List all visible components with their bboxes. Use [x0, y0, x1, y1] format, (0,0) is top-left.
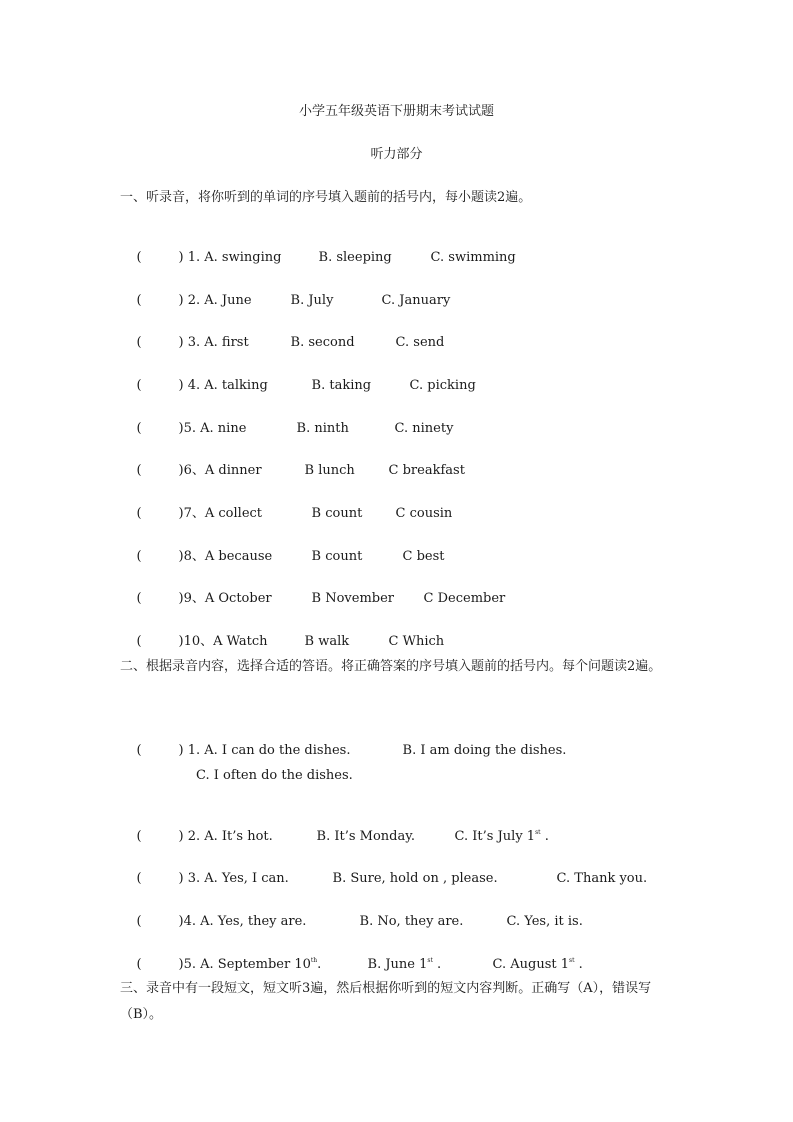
option-b: [368, 956, 493, 974]
answer-bracket: (: [136, 634, 142, 649]
answer-bracket: (: [136, 549, 142, 564]
option-b: B. taking: [311, 378, 372, 393]
option-c: [493, 956, 583, 974]
option-a-end: .: [317, 957, 322, 972]
option-b: B lunch: [304, 463, 355, 478]
option-c: C. swimming: [430, 250, 516, 265]
option-a: ) 3. A. first: [178, 335, 249, 350]
answer-bracket: (: [136, 914, 142, 929]
option-c: C best: [402, 549, 445, 564]
option-c-end: .: [574, 957, 583, 972]
option-c: C. send: [395, 335, 445, 350]
answer-bracket: (: [136, 293, 142, 308]
option-b: B count: [311, 506, 363, 521]
option-c-text: C. August 1: [492, 957, 570, 972]
option-b: B. second: [290, 335, 355, 350]
option-c: C. January: [381, 293, 451, 308]
option-a: )10、A Watch: [178, 634, 268, 649]
option-c: C. Thank you.: [556, 871, 648, 886]
option-a: ) 2. A. June: [178, 293, 252, 308]
option-a: )4. A. Yes, they are.: [178, 914, 307, 929]
answer-bracket: (: [136, 743, 142, 758]
option-b: B. ninth: [296, 421, 349, 436]
option-c: C. ninety: [394, 421, 454, 436]
option-b: B. Sure, hold on , please.: [332, 871, 498, 886]
option-c: [455, 828, 549, 846]
option-a: )9、A October: [178, 591, 272, 606]
option-c: C. I often do the dishes.: [196, 768, 353, 783]
answer-bracket: (: [136, 378, 142, 393]
option-c: C Which: [388, 634, 445, 649]
option-a: ) 1. A. swinging: [178, 250, 282, 265]
option-c-end: .: [540, 829, 549, 844]
answer-bracket: (: [136, 829, 142, 844]
answer-bracket: (: [136, 250, 142, 265]
option-b: B November: [311, 591, 395, 606]
option-b: B. No, they are.: [359, 914, 464, 929]
option-a: )7、A collect: [178, 506, 263, 521]
option-c-text: C. It’s July 1: [454, 829, 536, 844]
option-c: C December: [423, 591, 506, 606]
option-a-text: )5. A. September 10: [178, 957, 311, 972]
option-b-text: B. June 1: [367, 957, 428, 972]
answer-bracket: (: [136, 506, 142, 521]
answer-bracket: (: [136, 957, 142, 972]
section2-instruction: 二、根据录音内容，选择合适的答语。将正确答案的序号填入题前的括号内。每个问题读2遍。: [120, 659, 662, 674]
section1-instruction: 一、听录音，将你听到的单词的序号填入题前的括号内，每小题读2遍。: [120, 190, 532, 205]
page-title: 小学五年级英语下册期末考试试题: [298, 104, 494, 119]
option-a: ) 4. A. talking: [178, 378, 268, 393]
option-c: C cousin: [395, 506, 453, 521]
option-b: B. It’s Monday.: [316, 829, 415, 844]
answer-bracket: (: [136, 871, 142, 886]
option-b-end: .: [432, 957, 442, 972]
answer-bracket: (: [136, 335, 142, 350]
option-c: C. Yes, it is.: [506, 914, 583, 929]
option-a: )8、A because: [178, 549, 273, 564]
option-a: )5. A. nine: [178, 421, 247, 436]
option-b: B walk: [304, 634, 350, 649]
option-b: B count: [311, 549, 363, 564]
option-b: B. I am doing the dishes.: [402, 743, 567, 758]
option-c: C breakfast: [388, 463, 465, 478]
option-a: ) 3. A. Yes, I can.: [178, 871, 289, 886]
option-a: [179, 956, 368, 974]
superscript: st: [535, 829, 541, 836]
option-b: B. sleeping: [318, 250, 392, 265]
answer-bracket: (: [136, 591, 142, 606]
section3-instruction: 三、录音中有一段短文，短文听3遍，然后根据你听到的短文内容判断。正确写（A），错误写（B）。: [120, 981, 652, 1022]
option-b: B. July: [290, 293, 334, 308]
superscript: st: [427, 957, 433, 964]
answer-bracket: (: [136, 463, 142, 478]
option-a: )6、A dinner: [178, 463, 262, 478]
superscript: st: [569, 957, 575, 964]
option-a: ) 1. A. I can do the dishes.: [178, 743, 351, 758]
answer-bracket: (: [136, 421, 142, 436]
option-c: C. picking: [409, 378, 476, 393]
option-a: ) 2. A. It’s hot.: [178, 829, 273, 844]
page-subtitle: 听力部分: [370, 147, 423, 162]
superscript: th: [310, 957, 318, 964]
